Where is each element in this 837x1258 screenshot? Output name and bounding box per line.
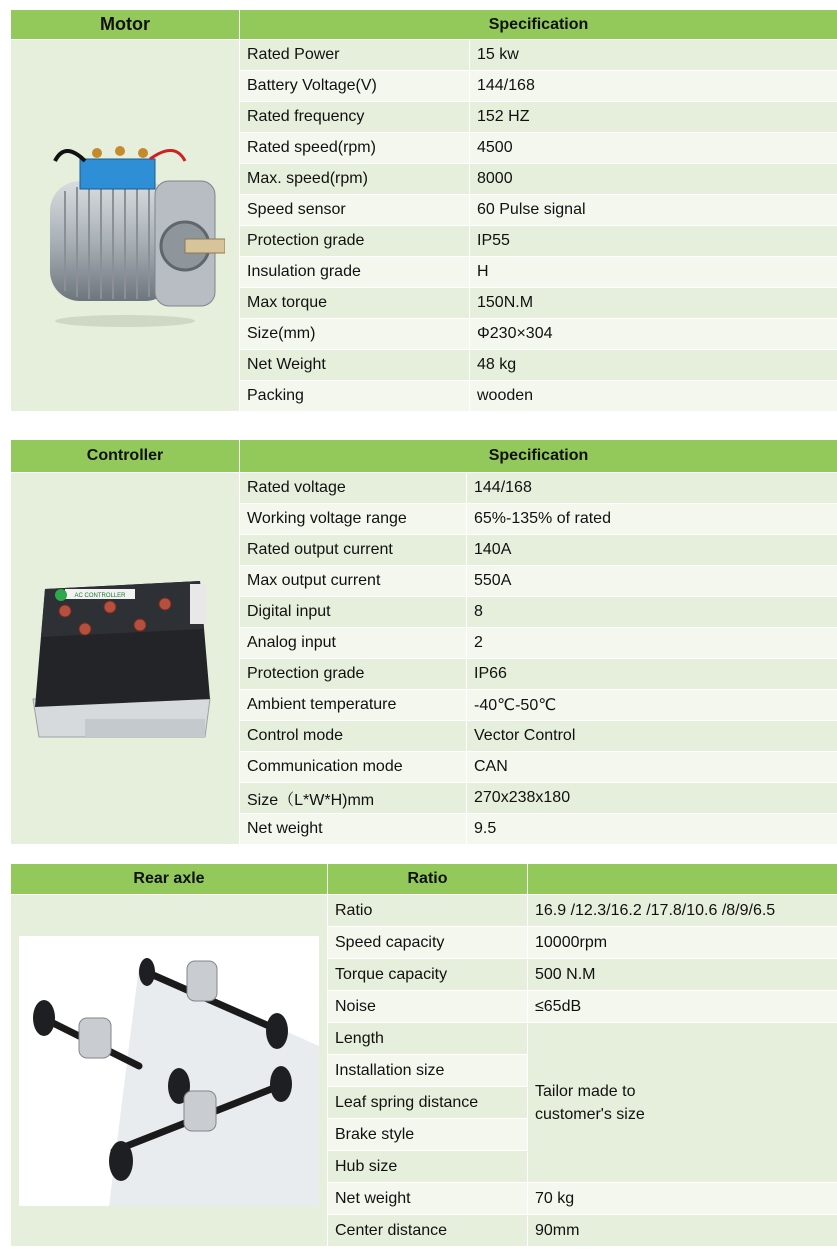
motor-spec-value: Φ230×304 [470,319,837,350]
rear-axle-spec-label: Torque capacity [328,959,528,991]
motor-image-cell [11,40,240,412]
controller-spec-value: IP66 [467,659,837,690]
motor-spec-value: 60 Pulse signal [470,195,837,226]
controller-spec-label: Rated voltage [240,473,467,504]
controller-spec-value: 144/168 [467,473,837,504]
motor-spec-value: wooden [470,381,837,412]
motor-spec-value: 152 HZ [470,102,837,133]
motor-spec-label: Max. speed(rpm) [240,164,470,195]
rear-axle-spec-value: 70 kg [528,1183,837,1215]
rear-axle-spec-label: Noise [328,991,528,1023]
rear-axle-spec-label: Length [328,1023,528,1055]
controller-spec-label: Analog input [240,628,467,659]
motor-spec-header: Specification [240,10,837,40]
motor-spec-label: Rated frequency [240,102,470,133]
motor-spec-value: 144/168 [470,71,837,102]
controller-spec-value: 8 [467,597,837,628]
motor-spec-table [10,9,837,412]
rear-axle-spec-label: Brake style [328,1119,528,1151]
rear-axle-spec-label: Ratio [328,895,528,927]
motor-spec-label: Speed sensor [240,195,470,226]
motor-spec-value: 48 kg [470,350,837,381]
rear-axle-image-cell [11,895,328,1247]
rear-axle-spec-value: ≤65dB [528,991,837,1023]
motor-spec-label: Insulation grade [240,257,470,288]
tailor-note-line-1: Tailor made to [535,1082,636,1100]
motor-spec-value: H [470,257,837,288]
motor-spec-value: IP55 [470,226,837,257]
controller-spec-value: 2 [467,628,837,659]
rear-axle-header: Rear axle [11,864,328,895]
rear-axle-spec-value: 10000rpm [528,927,837,959]
tailor-made-note [528,1023,837,1183]
motor-spec-label: Battery Voltage(V) [240,71,470,102]
motor-spec-label: Packing [240,381,470,412]
motor-spec-label: Max torque [240,288,470,319]
motor-spec-label: Rated Power [240,40,470,71]
motor-spec-label: Net Weight [240,350,470,381]
rear-axle-spec-value: 16.9 /12.3/16.2 /17.8/10.6 /8/9/6.5 [528,895,837,927]
rear-axle-spec-label: Center distance [328,1215,528,1247]
rear-axle-spec-label: Leaf spring distance [328,1087,528,1119]
rear-axle-spec-label: Speed capacity [328,927,528,959]
controller-label-text: AC CONTROLLER [74,592,126,599]
controller-spec-label: Digital input [240,597,467,628]
rear-axle-spec-table [10,863,837,1247]
controller-spec-value: 65%-135% of rated [467,504,837,535]
rear-axle-spec-value: 90mm [528,1215,837,1247]
controller-spec-value: 270x238x180 [467,783,837,814]
controller-spec-value: 140A [467,535,837,566]
controller-spec-label: Control mode [240,721,467,752]
controller-spec-value: 9.5 [467,814,837,845]
controller-spec-label: Size（L*W*H)mm [240,783,467,814]
rear-axle-spec-label: Net weight [328,1183,528,1215]
controller-spec-value: Vector Control [467,721,837,752]
motor-spec-value: 8000 [470,164,837,195]
controller-spec-label: Protection grade [240,659,467,690]
controller-spec-value: 550A [467,566,837,597]
controller-header: Controller [11,440,240,473]
controller-spec-label: Rated output current [240,535,467,566]
controller-spec-label: Communication mode [240,752,467,783]
motor-image [25,121,225,331]
motor-spec-value: 4500 [470,133,837,164]
motor-spec-label: Protection grade [240,226,470,257]
controller-spec-label: Net weight [240,814,467,845]
controller-image-cell [11,473,240,845]
tailor-note-line-2: customer's size [535,1105,645,1123]
rear-axle-spec-value: 500 N.M [528,959,837,991]
controller-image [25,569,225,749]
controller-spec-label: Ambient temperature [240,690,467,721]
controller-spec-label: Working voltage range [240,504,467,535]
motor-spec-label: Size(mm) [240,319,470,350]
motor-spec-label: Rated speed(rpm) [240,133,470,164]
rear-axle-spec-label: Installation size [328,1055,528,1087]
controller-spec-value: -40℃-50℃ [467,690,837,721]
ratio-header: Ratio [328,864,528,895]
controller-spec-value: CAN [467,752,837,783]
motor-spec-value: 150N.M [470,288,837,319]
rear-axle-image [19,936,319,1206]
motor-header: Motor [11,10,240,40]
controller-spec-label: Max output current [240,566,467,597]
rear-axle-header-blank [528,864,837,895]
motor-spec-value: 15 kw [470,40,837,71]
controller-spec-header: Specification [240,440,837,473]
controller-spec-table [10,439,837,845]
rear-axle-spec-label: Hub size [328,1151,528,1183]
